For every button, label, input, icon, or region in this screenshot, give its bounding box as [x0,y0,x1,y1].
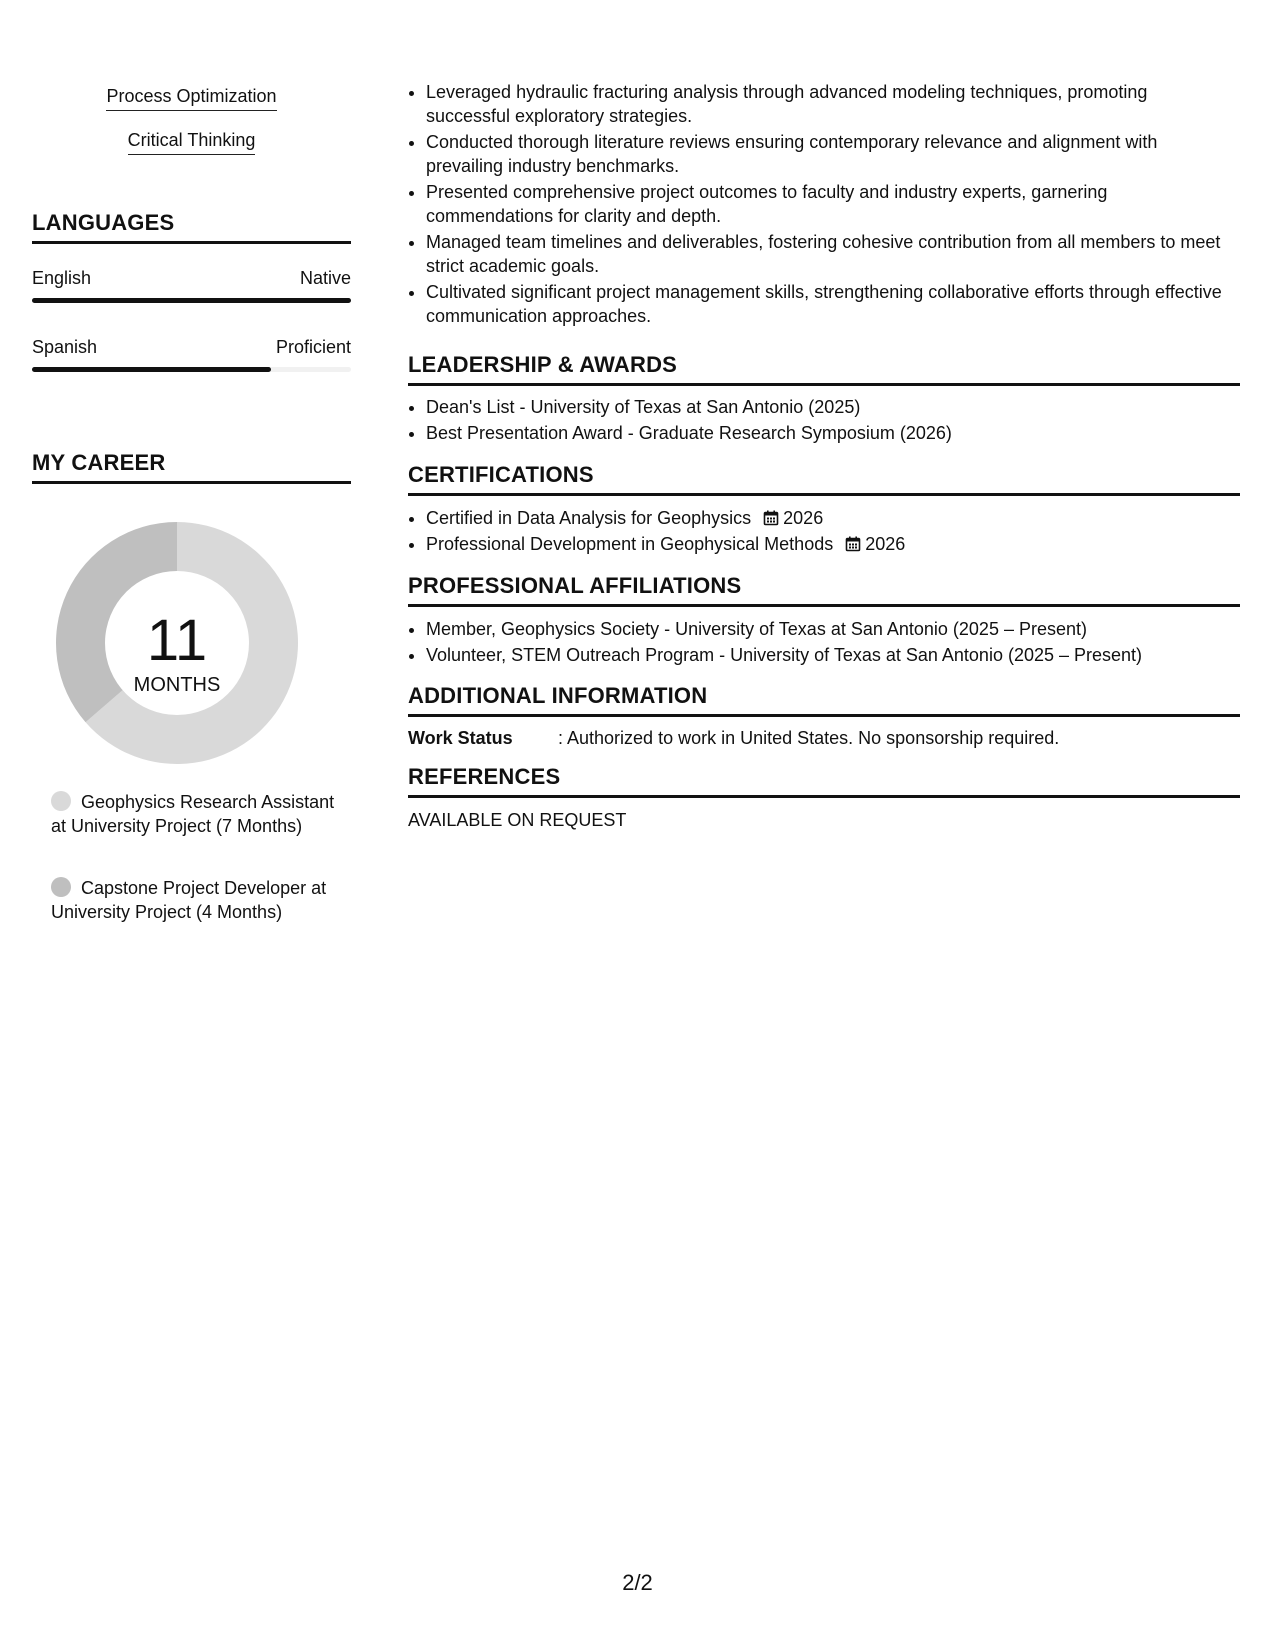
calendar-icon [763,510,779,526]
language-name: Spanish [32,337,98,357]
skill-item [32,128,351,155]
work-status-value: : Authorized to work in United States. No sponsorship required. [558,728,1060,748]
legend-label: Geophysics Research Assistant at University Project (7 Months) [51,792,335,836]
certification-year: 2026 [783,508,824,528]
bullet-item: • Cultivated significant project management skills, strengthening collaborative efforts through effective communication approaches. [426,280,1236,328]
bullet-item: • Conducted thorough literature reviews ensuring contemporary relevance and alignment with prevailing industry benchmarks. [426,130,1236,178]
certification-name: Certified in Data Analysis for Geophysics [426,508,752,528]
affiliations-heading: PROFESSIONAL AFFILIATIONS [408,572,1240,607]
legend-swatch [51,877,71,897]
skill-item [32,84,351,111]
award-item: • Best Presentation Award - Graduate Research Symposium (2026) [426,421,1236,445]
skill-label: Critical Thinking [128,128,256,155]
certifications-heading: CERTIFICATIONS [408,461,1240,496]
certification-year: 2026 [865,534,906,554]
language-proficiency-bar [32,298,351,303]
certification-item [426,506,1236,530]
languages-heading: LANGUAGES [32,209,351,244]
affiliation-item: • Volunteer, STEM Outreach Program - University of Texas at San Antonio (2025 – Present) [426,643,1236,667]
career-heading: MY CAREER [32,449,351,484]
certification-item [426,532,1236,556]
language-proficiency-fill [32,298,351,303]
bullet-item: • Managed team timelines and deliverables, fostering cohesive contribution from all members to meet strict academic goals. [426,230,1236,278]
experience-bullets [408,80,1236,330]
leadership-heading: LEADERSHIP & AWARDS [408,351,1240,386]
language-proficiency-bar [32,367,351,372]
career-legend-item [51,790,341,838]
skill-label: Process Optimization [106,84,276,111]
legend-label: Capstone Project Developer at University Project (4 Months) [51,878,327,922]
work-status-row [408,726,1228,750]
career-total-value: 11 [146,608,208,673]
career-total-unit: MONTHS [133,674,221,696]
language-name: English [32,268,92,288]
career-donut-chart [54,520,300,766]
language-level: Native [299,268,351,288]
language-level: Proficient [275,337,351,357]
references-text: AVAILABLE ON REQUEST [408,810,627,830]
calendar-icon [845,536,861,552]
bullet-item: • Presented comprehensive project outcomes to faculty and industry experts, garnering commendations for clarity and depth. [426,180,1236,228]
page-number: 2/2 [622,1570,653,1595]
certification-name: Professional Development in Geophysical Methods [426,534,834,554]
legend-swatch [51,791,71,811]
affiliation-item: • Member, Geophysics Society - University of Texas at San Antonio (2025 – Present) [426,617,1236,641]
leadership-list [408,395,1236,447]
bullet-item: • Leveraged hydraulic fracturing analysis through advanced modeling techniques, promoting successful exploratory strategies. [426,80,1236,128]
affiliations-list [408,617,1236,669]
references-heading: REFERENCES [408,763,1240,798]
award-item: • Dean's List - University of Texas at San Antonio (2025) [426,395,1236,419]
additional-info-heading: ADDITIONAL INFORMATION [408,682,1240,717]
career-legend-item [51,876,341,924]
language-proficiency-fill [32,367,271,372]
certifications-list [408,506,1236,558]
work-status-label: Work Status [408,728,513,748]
